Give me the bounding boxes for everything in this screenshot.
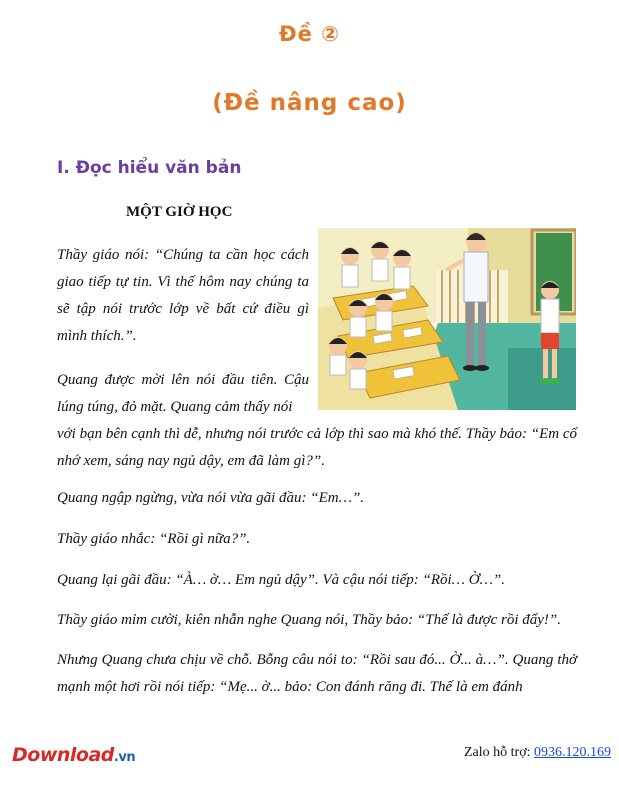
zalo-label: Zalo hỗ trợ: <box>464 745 534 760</box>
exam-number-title: Đề ② <box>279 22 340 46</box>
logo-main-text: Download <box>12 744 114 766</box>
section-heading: I. Đọc hiểu văn bản <box>57 158 242 178</box>
zalo-phone-link[interactable]: 0936.120.169 <box>534 745 611 760</box>
zalo-support <box>464 745 611 761</box>
story-paragraph-4: Thầy giáo nhắc: “Rồi gì nữa?”. <box>57 531 251 547</box>
story-paragraph-5: Quang lại gãi đầu: “À… ờ… Em ngủ dậy”. Và cậu nói tiếp: “Rồi… Ờ…”. <box>57 572 506 588</box>
exam-level-title: (Đề nâng cao) <box>212 90 407 116</box>
story-paragraph-1: Thầy giáo nói: “Chúng ta cần học cách giao tiếp tự tin. Vì thế hôm nay chúng ta sẽ tập nói trước lớp về bất cứ điều gì mình thích.”. <box>57 247 309 344</box>
download-logo[interactable] <box>12 744 135 766</box>
story-paragraph-2-end: với bạn bên cạnh thì dễ, nhưng nói trước cả lớp thì sao mà khó thế. Thầy bảo: “Em cố nhớ xem, sáng nay ngủ dậy, em đã làm gì?”. <box>57 426 577 469</box>
logo-suffix-text: .vn <box>113 750 136 765</box>
story-paragraph-7: Nhưng Quang chưa chịu về chỗ. Bỗng câu nói to: “Rồi sau đó... Ờ... à…”. Quang thở mạnh một hơi rồi nói tiếp: “Mẹ... ờ... bảo: Con đánh răng đi. Thế là em đánh <box>57 652 577 695</box>
classroom-illustration <box>318 228 576 410</box>
story-paragraph-2-start: Quang được mời lên nói đầu tiên. Cậu lúng túng, đỏ mặt. Quang cảm thấy nói <box>57 372 309 415</box>
story-title: MỘT GIỜ HỌC <box>126 204 233 220</box>
story-paragraph-6: Thầy giáo mỉm cười, kiên nhẫn nghe Quang nói, Thầy bảo: “Thế là được rồi đấy!”. <box>57 612 562 628</box>
story-paragraph-3: Quang ngập ngừng, vừa nói vừa gãi đầu: “Em…”. <box>57 490 365 506</box>
